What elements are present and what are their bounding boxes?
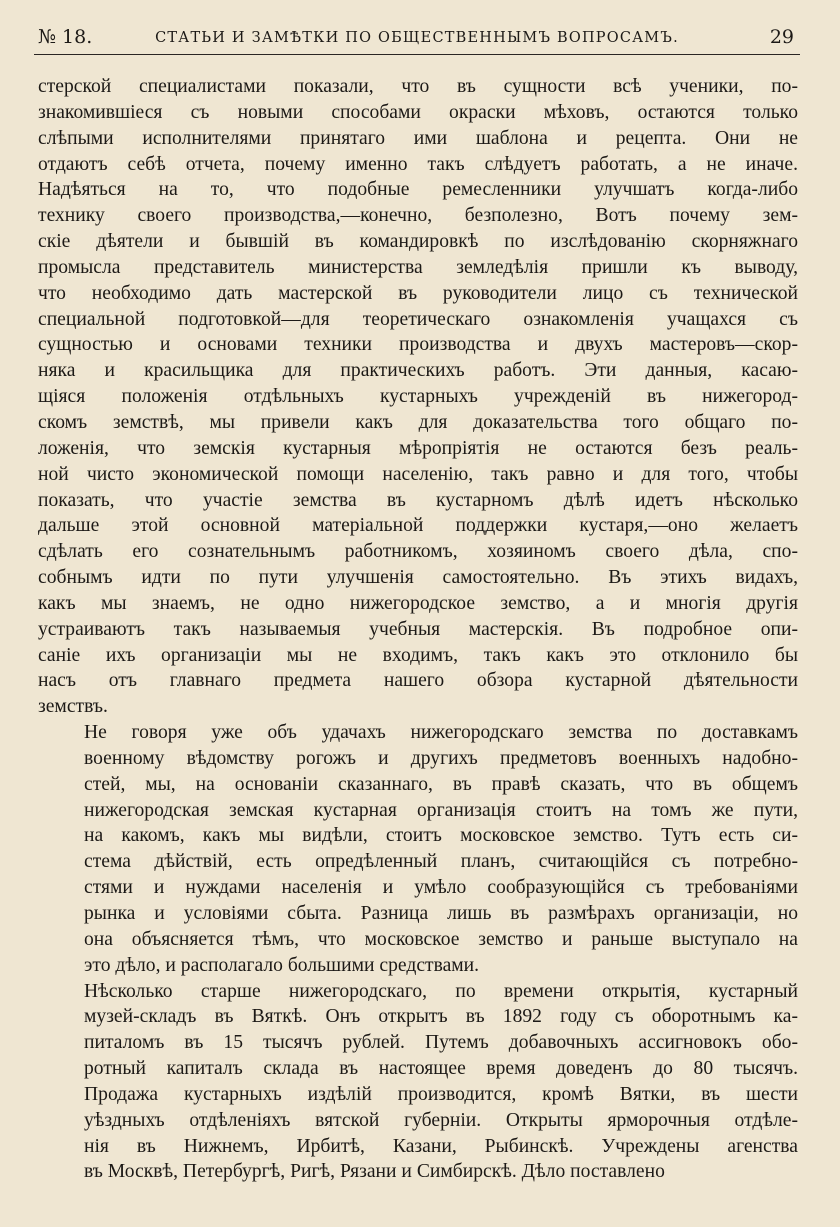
text-line: въ Москвѣ, Петербургѣ, Ригѣ, Рязани и Симбирскѣ. Дѣло поставлено: [84, 1161, 665, 1183]
text-line: Продажа кустарныхъ издѣлій производится, кромѣ Вятки, въ шести: [84, 1083, 798, 1105]
text-line: специальной подготовкой—для теоретическаго ознакомленія учащахся съ: [38, 308, 798, 330]
text-line: питаломъ въ 15 тысячъ рублей. Путемъ добавочныхъ ассигновокъ обо-: [84, 1032, 798, 1054]
text-line: нія въ Нижнемъ, Ирбитѣ, Казани, Рыбинскѣ. Учреждены агенства: [84, 1135, 798, 1157]
text-line: стерской специалистами показали, что въ сущности всѣ ученики, по-: [38, 76, 798, 97]
text-line: это дѣло, и располагало большими средствами.: [84, 954, 480, 976]
text-line: музей-складъ въ Вяткѣ. Онъ открытъ въ 1892 году съ оборотнымъ ка-: [84, 1006, 798, 1028]
page-number: 29: [769, 26, 794, 48]
text-line: военному вѣдомству рогожъ и другихъ предметовъ военныхъ надобно-: [84, 747, 798, 769]
text-line: стей, мы, на основаніи сказаннаго, въ правѣ сказать, что въ общемъ: [84, 773, 798, 795]
text-line: Нѣсколько старше нижегородскаго, по времени открытія, кустарный: [84, 980, 798, 1002]
text-line: стями и нуждами населенія и умѣло сообразующійся съ требованіями: [84, 877, 798, 899]
paragraph: [38, 720, 798, 978]
text-line: насъ отъ главнаго предмета нашего обзора кустарной дѣятельности: [38, 670, 798, 692]
text-line: ложенія, что земскія кустарныя мѣропріятія не остаются безъ реаль-: [38, 437, 798, 459]
text-line: ротный капиталъ склада въ настоящее время доведенъ до 80 тысячъ.: [84, 1058, 798, 1080]
text-line: нижегородская земская кустарная организація стоитъ на томъ же пути,: [84, 799, 798, 821]
paragraph: [38, 74, 798, 720]
text-line: стема дѣйствій, есть опредѣленный планъ, считающійся съ потребно-: [84, 851, 798, 873]
text-line: слѣпыми исполнителями принятаго ими шаблона и рецепта. Они не: [38, 127, 798, 149]
text-line: Надѣяться на то, что подобные ремесленники улучшатъ когда-либо: [38, 179, 798, 201]
text-line: знакомившіеся съ новыми способами окраски мѣховъ, остаются только: [38, 101, 798, 123]
text-line: технику своего производства,—конечно, безполезно, Вотъ почему зем-: [38, 205, 798, 227]
text-line: на какомъ, какъ мы видѣли, стоитъ московское земство. Тутъ есть си-: [84, 825, 798, 847]
text-line: уѣздныхъ отдѣленіяхъ вятской губерніи. Открыты ярморочныя отдѣле-: [84, 1109, 798, 1131]
text-line: саніе ихъ организаціи мы не входимъ, такъ какъ это отклонило бы: [38, 644, 798, 666]
text-line: промысла представитель министерства земледѣлія пришли къ выводу,: [38, 256, 798, 278]
text-line: собнымъ идти по пути улучшенія самостоятельно. Въ этихъ видахъ,: [38, 567, 798, 589]
text-line: рынка и условіями сбыта. Разница лишь въ размѣрахъ организаціи, но: [84, 903, 798, 924]
text-line: скомъ земствѣ, мы привели какъ для доказательства того общаго по-: [38, 411, 798, 433]
text-line: дальше этой основной матеріальной поддержки кустаря,—оно желаетъ: [38, 515, 798, 537]
text-line: щіяся положенія отдѣльныхъ кустарныхъ учрежденій въ нижегород-: [38, 386, 798, 408]
text-line: сущностью и основами техники производства и двухъ мастеровъ—скор-: [38, 334, 798, 356]
text-line: она объясняется тѣмъ, что московское земство и раньше выступало на: [84, 928, 798, 950]
text-line: ной чисто экономической помощи населенію, такъ равно и для того, чтобы: [38, 463, 798, 485]
text-line: сдѣлать его сознательнымъ работникомъ, хозяиномъ своего дѣла, спо-: [38, 541, 798, 563]
text-line: какъ мы знаемъ, не одно нижегородское земство, а и многія другія: [38, 592, 798, 614]
running-title: СТАТЬИ И ЗАМѢТКИ ПО ОБЩЕСТВЕННЫМЪ ВОПРОСАМЪ.: [155, 30, 679, 46]
text-line: няка и красильщика для практическихъ работъ. Эти данныя, касаю-: [38, 360, 798, 382]
text-line: показать, что участіе земства въ кустарномъ дѣлѣ идетъ нѣсколько: [38, 489, 798, 511]
text-line: устраиваютъ такъ называемыя учебныя мастерскія. Въ подробное опи-: [38, 618, 798, 640]
text-line: что необходимо дать мастерской въ руководители лицо съ технической: [38, 282, 798, 304]
text-line: скіе дѣятели и бывшій въ командировкѣ по изслѣдованію скорняжнаго: [38, 231, 798, 253]
issue-number: № 18.: [38, 26, 93, 48]
body-text: [38, 74, 798, 1185]
text-line: Не говоря уже объ удачахъ нижегородскаго земства по доставкамъ: [84, 722, 798, 744]
text-line: земствъ.: [38, 696, 108, 718]
page-header: [34, 24, 800, 55]
text-line: отдаютъ себѣ отчета, почему именно такъ слѣдуетъ работать, а не иначе.: [38, 153, 798, 175]
paragraph: [38, 979, 798, 1186]
